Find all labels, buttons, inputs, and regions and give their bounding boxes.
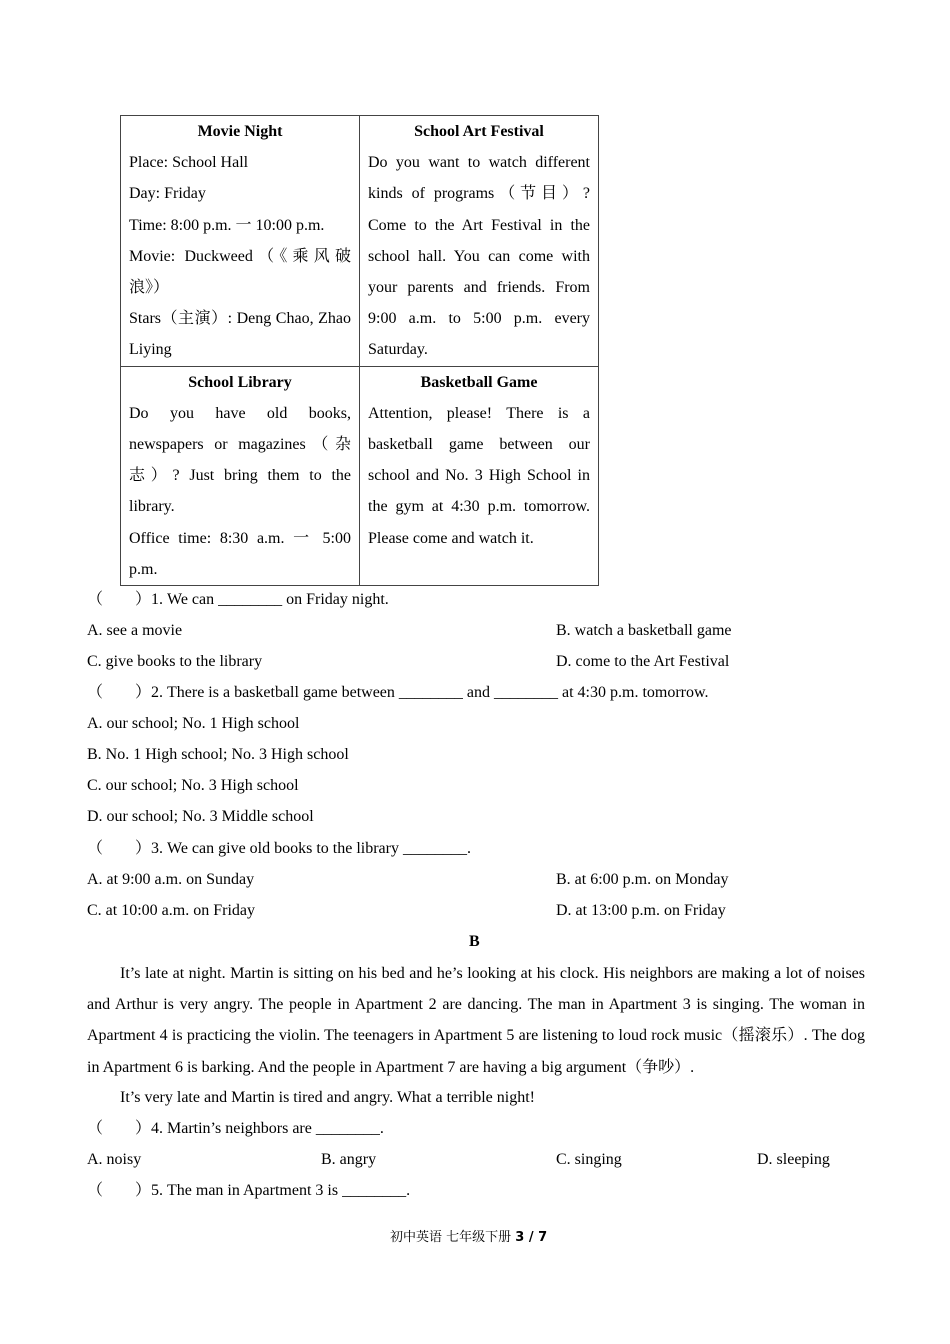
notice-line: Place: School Hall [129, 154, 249, 172]
footer-page-number: 3 / 7 [515, 1230, 548, 1245]
q3-option-b: B. at 6:00 p.m. on Monday [556, 871, 729, 888]
question-1-stem: （ ）1. We can ________ on Friday night. [87, 591, 389, 608]
school-library-notice [121, 366, 360, 585]
q4-option-a: A. noisy [87, 1151, 142, 1168]
q4-option-d: D. sleeping [757, 1151, 830, 1168]
question-2-stem: （ ）2. There is a basketball game between ________ and ________ at 4:30 p.m. tomorrow. [87, 684, 709, 701]
movie-night-notice [121, 116, 360, 367]
q1-option-c: C. give books to the library [87, 653, 263, 670]
question-5-stem: （ ）5. The man in Apartment 3 is ________. [87, 1182, 411, 1199]
page-footer [390, 1228, 547, 1248]
q1-option-a: A. see a movie [87, 622, 183, 639]
q3-option-d: D. at 13:00 p.m. on Friday [556, 902, 726, 919]
notice-title: School Art Festival [414, 123, 544, 140]
q4-option-b: B. angry [321, 1151, 377, 1168]
section-b-heading: B [469, 933, 480, 950]
q1-option-d: D. come to the Art Festival [556, 653, 730, 670]
question-3-stem: （ ）3. We can give old books to the library ________. [87, 840, 471, 857]
notice-line: Movie: Duckweed（《乘风破浪》） [129, 247, 351, 297]
footer-course: 初中英语 七年级下册 [390, 1230, 512, 1245]
notice-title: School Library [188, 373, 292, 391]
q2-option-c: C. our school; No. 3 High school [87, 777, 299, 794]
q2-option-a: A. our school; No. 1 High school [87, 715, 300, 732]
notice-line: Day: Friday [129, 185, 206, 203]
art-festival-notice [360, 116, 599, 367]
notice-line: Office time: 8:30 a.m. 一 5:00 p.m. [129, 529, 351, 578]
basketball-game-notice [360, 366, 599, 585]
notice-title: Basketball Game [420, 373, 538, 391]
notice-body: Do you want to watch different kinds of programs（节目）? Come to the Art Festival in the school hall. You can come with your parents and friends. From 9:00 a.m. to 5:00 p.m. every Saturday. [368, 154, 590, 359]
question-4-stem: （ ）4. Martin’s neighbors are ________. [87, 1120, 384, 1137]
section-b-paragraph-2: It’s very late and Martin is tired and angry. What a terrible night! [120, 1089, 535, 1106]
q2-option-b: B. No. 1 High school; No. 3 High school [87, 746, 349, 763]
q3-option-a: A. at 9:00 a.m. on Sunday [87, 871, 255, 888]
notice-line: Time: 8:00 p.m. 一 10:00 p.m. [129, 216, 325, 234]
q1-option-b: B. watch a basketball game [556, 622, 732, 639]
notice-body: Attention, please! There is a basketball game between our school and No. 3 High School in the gym at 4:30 p.m. tomorrow. Please come and watch it. [368, 404, 590, 547]
q4-option-c: C. singing [556, 1151, 622, 1168]
section-b-paragraph-1: It’s late at night. Martin is sitting on his bed and he’s looking at his clock. His neighbors are making a lot of noises and Arthur is very angry. The people in Apartment 2 are dancing. The man in Apartment 3 is singing. The woman in Apartment 4 is practicing the violin. The teenagers in Apartment 5 are listening to loud rock music（摇滚乐）. The dog in Apartment 6 is barking. And the people in Apartment 7 are having a big argument（争吵）. [87, 965, 865, 1076]
notice-body: Do you have old books, newspapers or magazines（杂志）? Just bring them to the library. [129, 404, 351, 516]
notice-line: Stars（主演）: Deng Chao, Zhao Liying [129, 310, 351, 359]
notice-title: Movie Night [197, 123, 283, 140]
notice-board-table [120, 115, 599, 586]
q3-option-c: C. at 10:00 a.m. on Friday [87, 902, 255, 919]
q2-option-d: D. our school; No. 3 Middle school [87, 808, 314, 825]
